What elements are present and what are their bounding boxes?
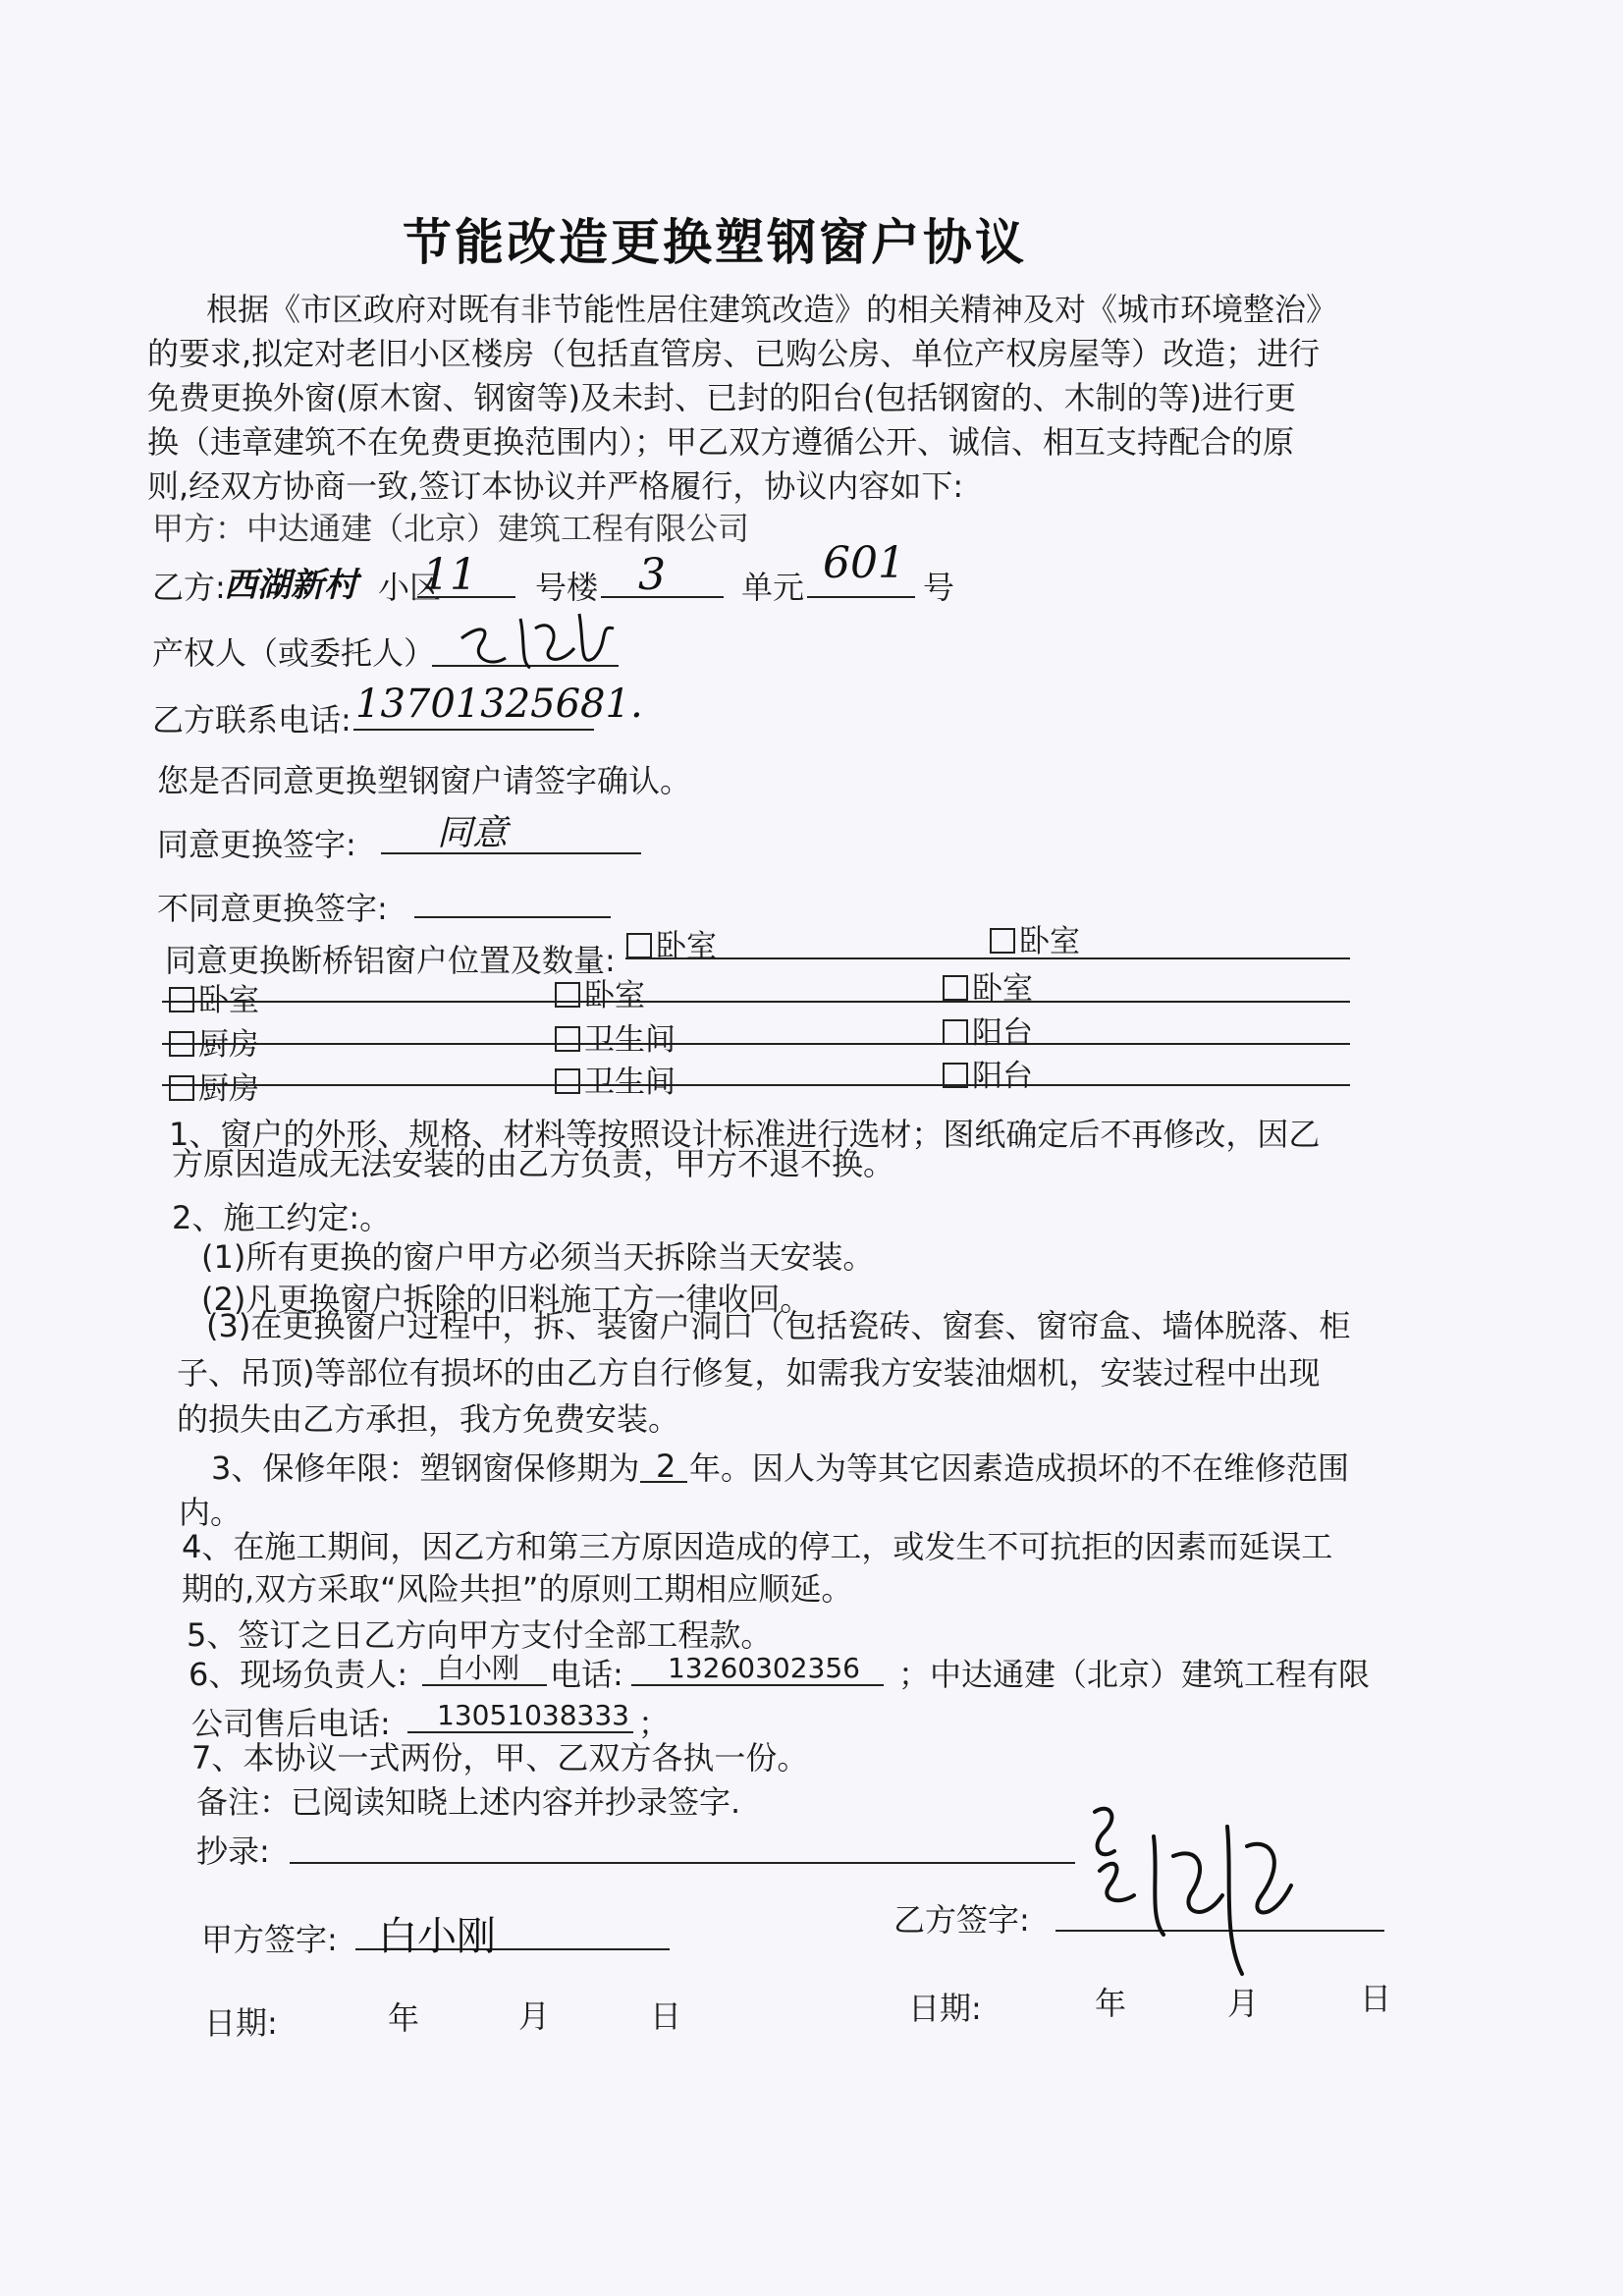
party-b-label: 乙方: <box>152 569 226 606</box>
window-option[interactable]: 卧室 <box>555 977 645 1014</box>
sign-b-label: 乙方签字: <box>893 1901 1030 1939</box>
warranty-cont: 内。 <box>179 1494 243 1531</box>
room-underline <box>807 596 915 598</box>
phone-label: 乙方联系电话: <box>152 701 352 738</box>
window-option[interactable]: 阳台 <box>943 1014 1033 1052</box>
party-a-line: 甲方：中达通建（北京）建筑工程有限公司 <box>152 510 750 547</box>
checkbox-icon <box>626 933 652 958</box>
checkbox-icon <box>555 982 580 1008</box>
checkbox-icon <box>169 987 194 1012</box>
date-b-month: 月 <box>1227 1985 1260 2022</box>
window-option[interactable]: 卧室 <box>169 982 259 1019</box>
clause-line: 5、签订之日乙方向甲方支付全部工程款。 <box>187 1616 773 1654</box>
clause-line: 4、在施工期间，因乙方和第三方原因造成的停工，或发生不可抗拒的因素而延误工 <box>182 1528 1333 1565</box>
window-row-line <box>162 1001 1350 1003</box>
consent-prompt: 您是否同意更换塑钢窗户请签字确认。 <box>157 762 692 799</box>
manager-name: 白小刚 <box>437 1652 520 1684</box>
date-a-year: 年 <box>388 1999 420 2037</box>
phone-handwritten: 13701325681. <box>355 682 643 727</box>
clause-line: 2、施工约定:。 <box>172 1199 392 1236</box>
warranty-years: 2 <box>656 1448 676 1485</box>
window-option[interactable]: 厨房 <box>169 1026 259 1064</box>
sign-a-handwritten: 白小刚 <box>378 1914 496 1959</box>
clause-line: 方原因造成无法安装的由乙方负责，甲方不退不换。 <box>172 1145 895 1182</box>
disagree-underline <box>414 916 611 918</box>
clause-line: 7、本协议一式两份，甲、乙双方各执一份。 <box>191 1739 809 1777</box>
checkbox-icon <box>169 1075 194 1101</box>
checkbox-icon <box>943 1063 968 1088</box>
window-option[interactable]: 卫生间 <box>555 1064 676 1101</box>
intro-line: 换（违章建筑不在免费更换范围内）；甲乙双方遵循公开、诚信、相互支持配合的原 <box>147 423 1295 461</box>
window-row-line <box>625 957 1350 959</box>
phone-underline <box>353 729 594 731</box>
window-option[interactable]: 卧室 <box>990 923 1080 960</box>
clause6-prefix: 6、现场负责人: <box>189 1656 408 1693</box>
date-b-year: 年 <box>1095 1985 1127 2022</box>
aftersale-label: 公司售后电话: <box>191 1705 391 1742</box>
agree-handwritten: 同意 <box>437 813 509 853</box>
window-option[interactable]: 卧室 <box>943 970 1033 1008</box>
room-suffix: 号 <box>923 569 955 606</box>
window-option[interactable]: 阳台 <box>943 1058 1033 1095</box>
warranty-prefix: 3、保修年限：塑钢窗保修期为 <box>211 1449 640 1487</box>
unit-suffix: 单元 <box>741 569 805 606</box>
intro-line: 根据《市区政府对既有非节能性居住建筑改造》的相关精神及对《城市环境整治》 <box>206 291 1338 328</box>
party-b-signature-icon <box>1060 1777 1316 1994</box>
clause-line: 的损失由乙方承担，我方免费安装。 <box>177 1400 680 1438</box>
intro-line: 的要求,拟定对老旧小区楼房（包括直管房、已购公房、单位产权房屋等）改造；进行 <box>147 335 1321 372</box>
date-a-month: 月 <box>518 1997 551 2035</box>
date-a-day: 日 <box>650 1997 682 2035</box>
clause-line: (2)凡更换窗户拆除的旧料施工方一律收回。 <box>201 1281 812 1318</box>
clause-line: 1、窗户的外形、规格、材料等按照设计标准进行选材；图纸确定后不再修改，因乙 <box>169 1116 1321 1153</box>
checkbox-icon <box>943 1019 968 1045</box>
unit-handwritten: 3 <box>638 550 666 600</box>
building-suffix: 号楼 <box>535 569 599 606</box>
aftersale-tel: 13051038333 <box>437 1699 629 1731</box>
room-handwritten: 601 <box>823 538 905 588</box>
document-title: 节能改造更换塑钢窗户协议 <box>403 214 1027 271</box>
warranty-suffix: 年。因人为等其它因素造成损坏的不在维修范围 <box>689 1449 1350 1487</box>
owner-signature-icon <box>452 589 628 678</box>
checkbox-icon <box>555 1026 580 1052</box>
aftersale-end: ； <box>638 1705 671 1742</box>
checkbox-icon <box>943 975 968 1001</box>
agree-underline <box>381 852 641 854</box>
community-suffix: 小区 <box>378 569 442 606</box>
date-b-day: 日 <box>1360 1980 1392 2017</box>
company-name: ；中达通建（北京）建筑工程有限 <box>898 1656 1371 1693</box>
agree-label: 同意更换签字: <box>157 826 356 863</box>
intro-line: 免费更换外窗(原木窗、钢窗等)及未封、已封的阳台(包括钢窗的、木制的等)进行更 <box>147 379 1296 416</box>
date-b-label: 日期: <box>908 1990 982 2027</box>
window-option[interactable]: 卧室 <box>626 928 717 965</box>
checkbox-icon <box>555 1068 580 1094</box>
clause-line: (1)所有更换的窗户甲方必须当天拆除当天安装。 <box>201 1238 875 1276</box>
building-handwritten: 11 <box>422 550 477 600</box>
clause-line: (3)在更换窗户过程中，拆、装窗户洞口（包括瓷砖、窗套、窗帘盒、墙体脱落、柜 <box>206 1307 1351 1344</box>
clause-line: 期的,双方采取“风险共担”的原则工期相应顺延。 <box>182 1570 853 1608</box>
checkbox-icon <box>990 928 1015 954</box>
community-handwritten: 西湖新村 <box>224 566 357 605</box>
checkbox-icon <box>169 1031 194 1057</box>
date-a-label: 日期: <box>204 2004 278 2042</box>
owner-label: 产权人（或委托人） <box>152 634 436 672</box>
copy-label: 抄录: <box>196 1832 270 1870</box>
disagree-label: 不同意更换签字: <box>157 890 388 927</box>
window-row-line <box>162 1084 1350 1086</box>
sign-a-label: 甲方签字: <box>201 1921 338 1958</box>
window-option[interactable]: 厨房 <box>169 1070 259 1108</box>
window-option[interactable]: 卫生间 <box>555 1021 676 1059</box>
window-row-line <box>162 1043 1350 1045</box>
clause-line: 子、吊顶)等部位有损坏的由乙方自行修复，如需我方安装油烟机，安装过程中出现 <box>177 1354 1321 1392</box>
manager-tel: 13260302356 <box>668 1652 860 1684</box>
tel-label: 电话: <box>550 1656 623 1693</box>
note-line: 备注：已阅读知晓上述内容并抄录签字. <box>196 1783 741 1821</box>
intro-line: 则,经双方协商一致,签订本协议并严格履行，协议内容如下: <box>147 467 964 505</box>
copy-underline[interactable] <box>290 1862 1075 1864</box>
windows-label: 同意更换断桥铝窗户位置及数量: <box>165 942 616 979</box>
